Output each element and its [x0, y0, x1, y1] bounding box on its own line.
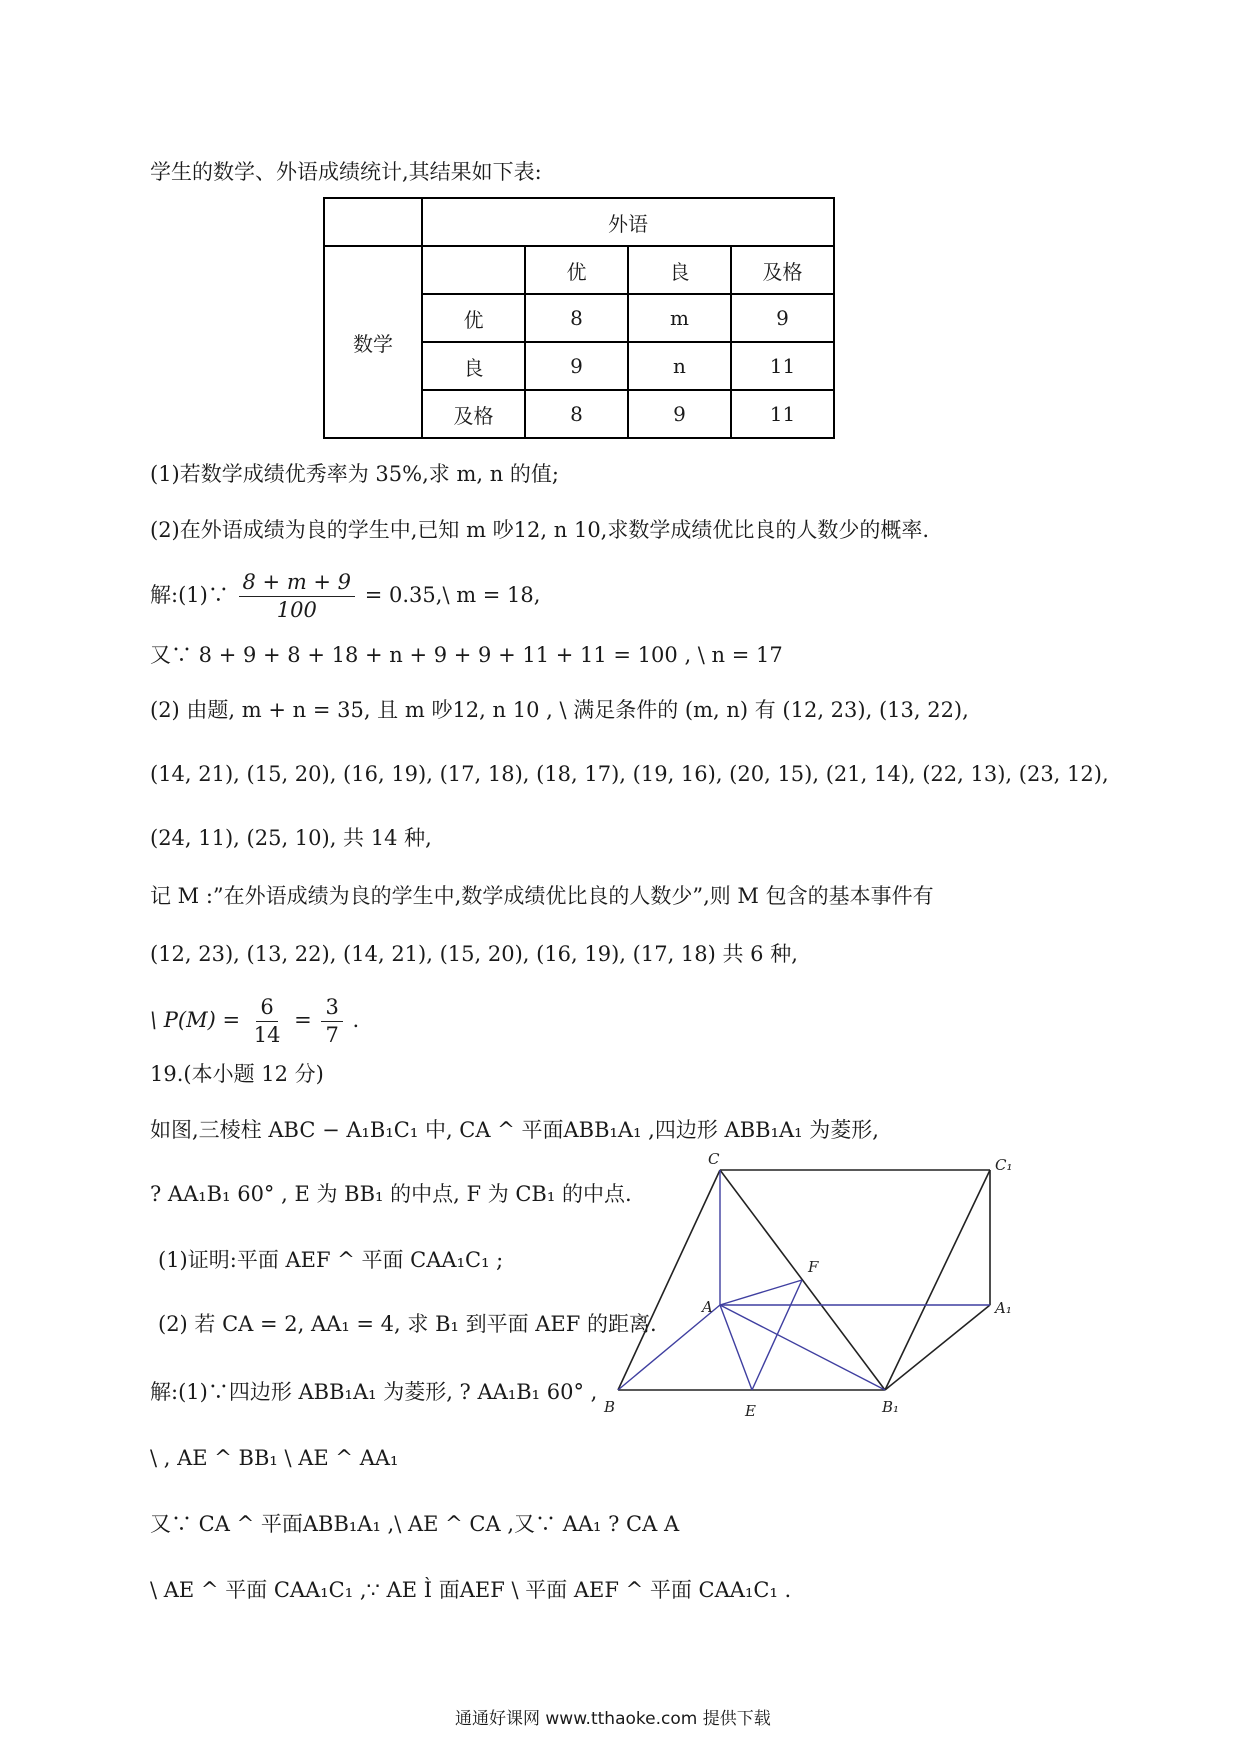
equals-sign: =	[294, 1008, 312, 1033]
probability-fraction-2	[321, 995, 342, 1048]
segment-f-e	[752, 1280, 802, 1390]
table-corner	[324, 198, 422, 246]
table-cell: 11	[731, 390, 834, 438]
edge-a1-b1	[885, 1305, 990, 1390]
solution-2-line-2: (14, 21), (15, 20), (16, 19), (17, 18), (18, 17), (19, 16), (20, 15), (21, 14), (22, 13), (23, 12),	[150, 762, 1109, 786]
answer-line-3: 又∵ CA ^ 平面ABB₁A₁ ,\ AE ^ CA ,又∵ AA₁ ? CA A	[150, 1512, 680, 1536]
col-header: 优	[525, 246, 628, 294]
label-c1: C₁	[995, 1156, 1013, 1174]
period: .	[352, 1008, 360, 1033]
solution-1-lead: 解:(1)∵	[150, 583, 229, 608]
table-cell: 9	[628, 390, 731, 438]
label-b: B	[604, 1398, 616, 1416]
solution-2-line-1: (2) 由题, m + n = 35, 且 m 吵12, n 10 , \ 满足条件的 (m, n) 有 (12, 23), (13, 22),	[150, 698, 969, 722]
solution-1-fraction	[239, 570, 356, 623]
question-19-title: 19.(本小题 12 分)	[150, 1062, 324, 1086]
table-cell: 11	[731, 342, 834, 390]
score-table	[323, 197, 835, 439]
segment-a-f	[720, 1280, 802, 1305]
question-1: (1)若数学成绩优秀率为 35%,求 m, n 的值;	[150, 462, 559, 486]
edge-c1-b1	[885, 1170, 990, 1390]
edge-a-b	[618, 1305, 720, 1390]
edge-c-b	[618, 1170, 720, 1390]
question-19-condition: ? AA₁B₁ 60° , E 为 BB₁ 的中点, F 为 CB₁ 的中点.	[150, 1182, 632, 1206]
solution-1-tail: = 0.35,\ m = 18,	[364, 583, 541, 608]
question-19-part-1: (1)证明:平面 AEF ^ 平面 CAA₁C₁ ;	[158, 1248, 504, 1272]
label-a: A	[702, 1298, 713, 1316]
label-c: C	[708, 1150, 720, 1168]
segment-a-b1	[720, 1305, 885, 1390]
edge-c-b1	[720, 1170, 885, 1390]
fraction-numerator: 8 + m + 9	[239, 570, 356, 597]
fraction-denominator: 7	[325, 1023, 339, 1048]
col-header: 及格	[731, 246, 834, 294]
solution-2-line-3: (24, 11), (25, 10), 共 14 种,	[150, 826, 432, 850]
answer-line-2: \ , AE ^ BB₁ \ AE ^ AA₁	[150, 1446, 399, 1470]
solution-2-line-4: 记 M :”在外语成绩为良的学生中,数学成绩优比良的人数少”,则 M 包含的基本事件有	[150, 884, 934, 908]
fraction-denominator: 100	[276, 598, 317, 623]
fraction-numerator: 6	[256, 995, 277, 1022]
fraction-denominator: 14	[253, 1023, 281, 1048]
intro-text: 学生的数学、外语成绩统计,其结果如下表:	[150, 160, 542, 184]
label-f: F	[808, 1258, 819, 1276]
probability-line	[150, 995, 359, 1048]
table-cell: 9	[525, 342, 628, 390]
question-19-part-2: (2) 若 CA = 2, AA₁ = 4, 求 B₁ 到平面 AEF 的距离.	[158, 1312, 657, 1336]
footer-text: 通通好课网 www.tthaoke.com 提供下载	[455, 1709, 771, 1729]
solution-1-line-1	[150, 570, 540, 623]
answer-line-4: \ AE ^ 平面 CAA₁C₁ ,∵ AE Ì 面AEF \ 平面 AEF ^ 平面 CAA₁C₁ .	[150, 1578, 792, 1602]
label-e: E	[745, 1402, 756, 1420]
probability-lead: \ P(M) =	[150, 1008, 241, 1033]
table-cell: n	[628, 342, 731, 390]
solution-2-line-5: (12, 23), (13, 22), (14, 21), (15, 20), (16, 19), (17, 18) 共 6 种,	[150, 942, 798, 966]
solution-1-line-2: 又∵ 8 + 9 + 8 + 18 + n + 9 + 9 + 11 + 11 = 100 , \ n = 17	[150, 643, 783, 667]
fraction-numerator: 3	[321, 995, 342, 1022]
table-cell: 8	[525, 294, 628, 342]
row-label: 良	[422, 342, 525, 390]
table-subcorner	[422, 246, 525, 294]
row-label: 及格	[422, 390, 525, 438]
label-b1: B₁	[882, 1398, 900, 1416]
question-2: (2)在外语成绩为良的学生中,已知 m 吵12, n 10,求数学成绩优比良的人数少的概率.	[150, 518, 930, 542]
table-cell: 8	[525, 390, 628, 438]
probability-fraction-1	[250, 995, 285, 1048]
col-header: 良	[628, 246, 731, 294]
col-group-header: 外语	[422, 198, 834, 246]
table-cell: 9	[731, 294, 834, 342]
question-19-text: 如图,三棱柱 ABC − A₁B₁C₁ 中, CA ^ 平面ABB₁A₁ ,四边形 ABB₁A₁ 为菱形,	[150, 1118, 879, 1142]
prism-figure	[590, 1150, 1030, 1440]
row-group-header: 数学	[324, 246, 422, 438]
label-a1: A₁	[995, 1299, 1012, 1317]
answer-line-1: 解:(1)∵四边形 ABB₁A₁ 为菱形, ? AA₁B₁ 60° ,	[150, 1380, 598, 1404]
row-label: 优	[422, 294, 525, 342]
segment-a-e	[720, 1305, 752, 1390]
table-cell: m	[628, 294, 731, 342]
